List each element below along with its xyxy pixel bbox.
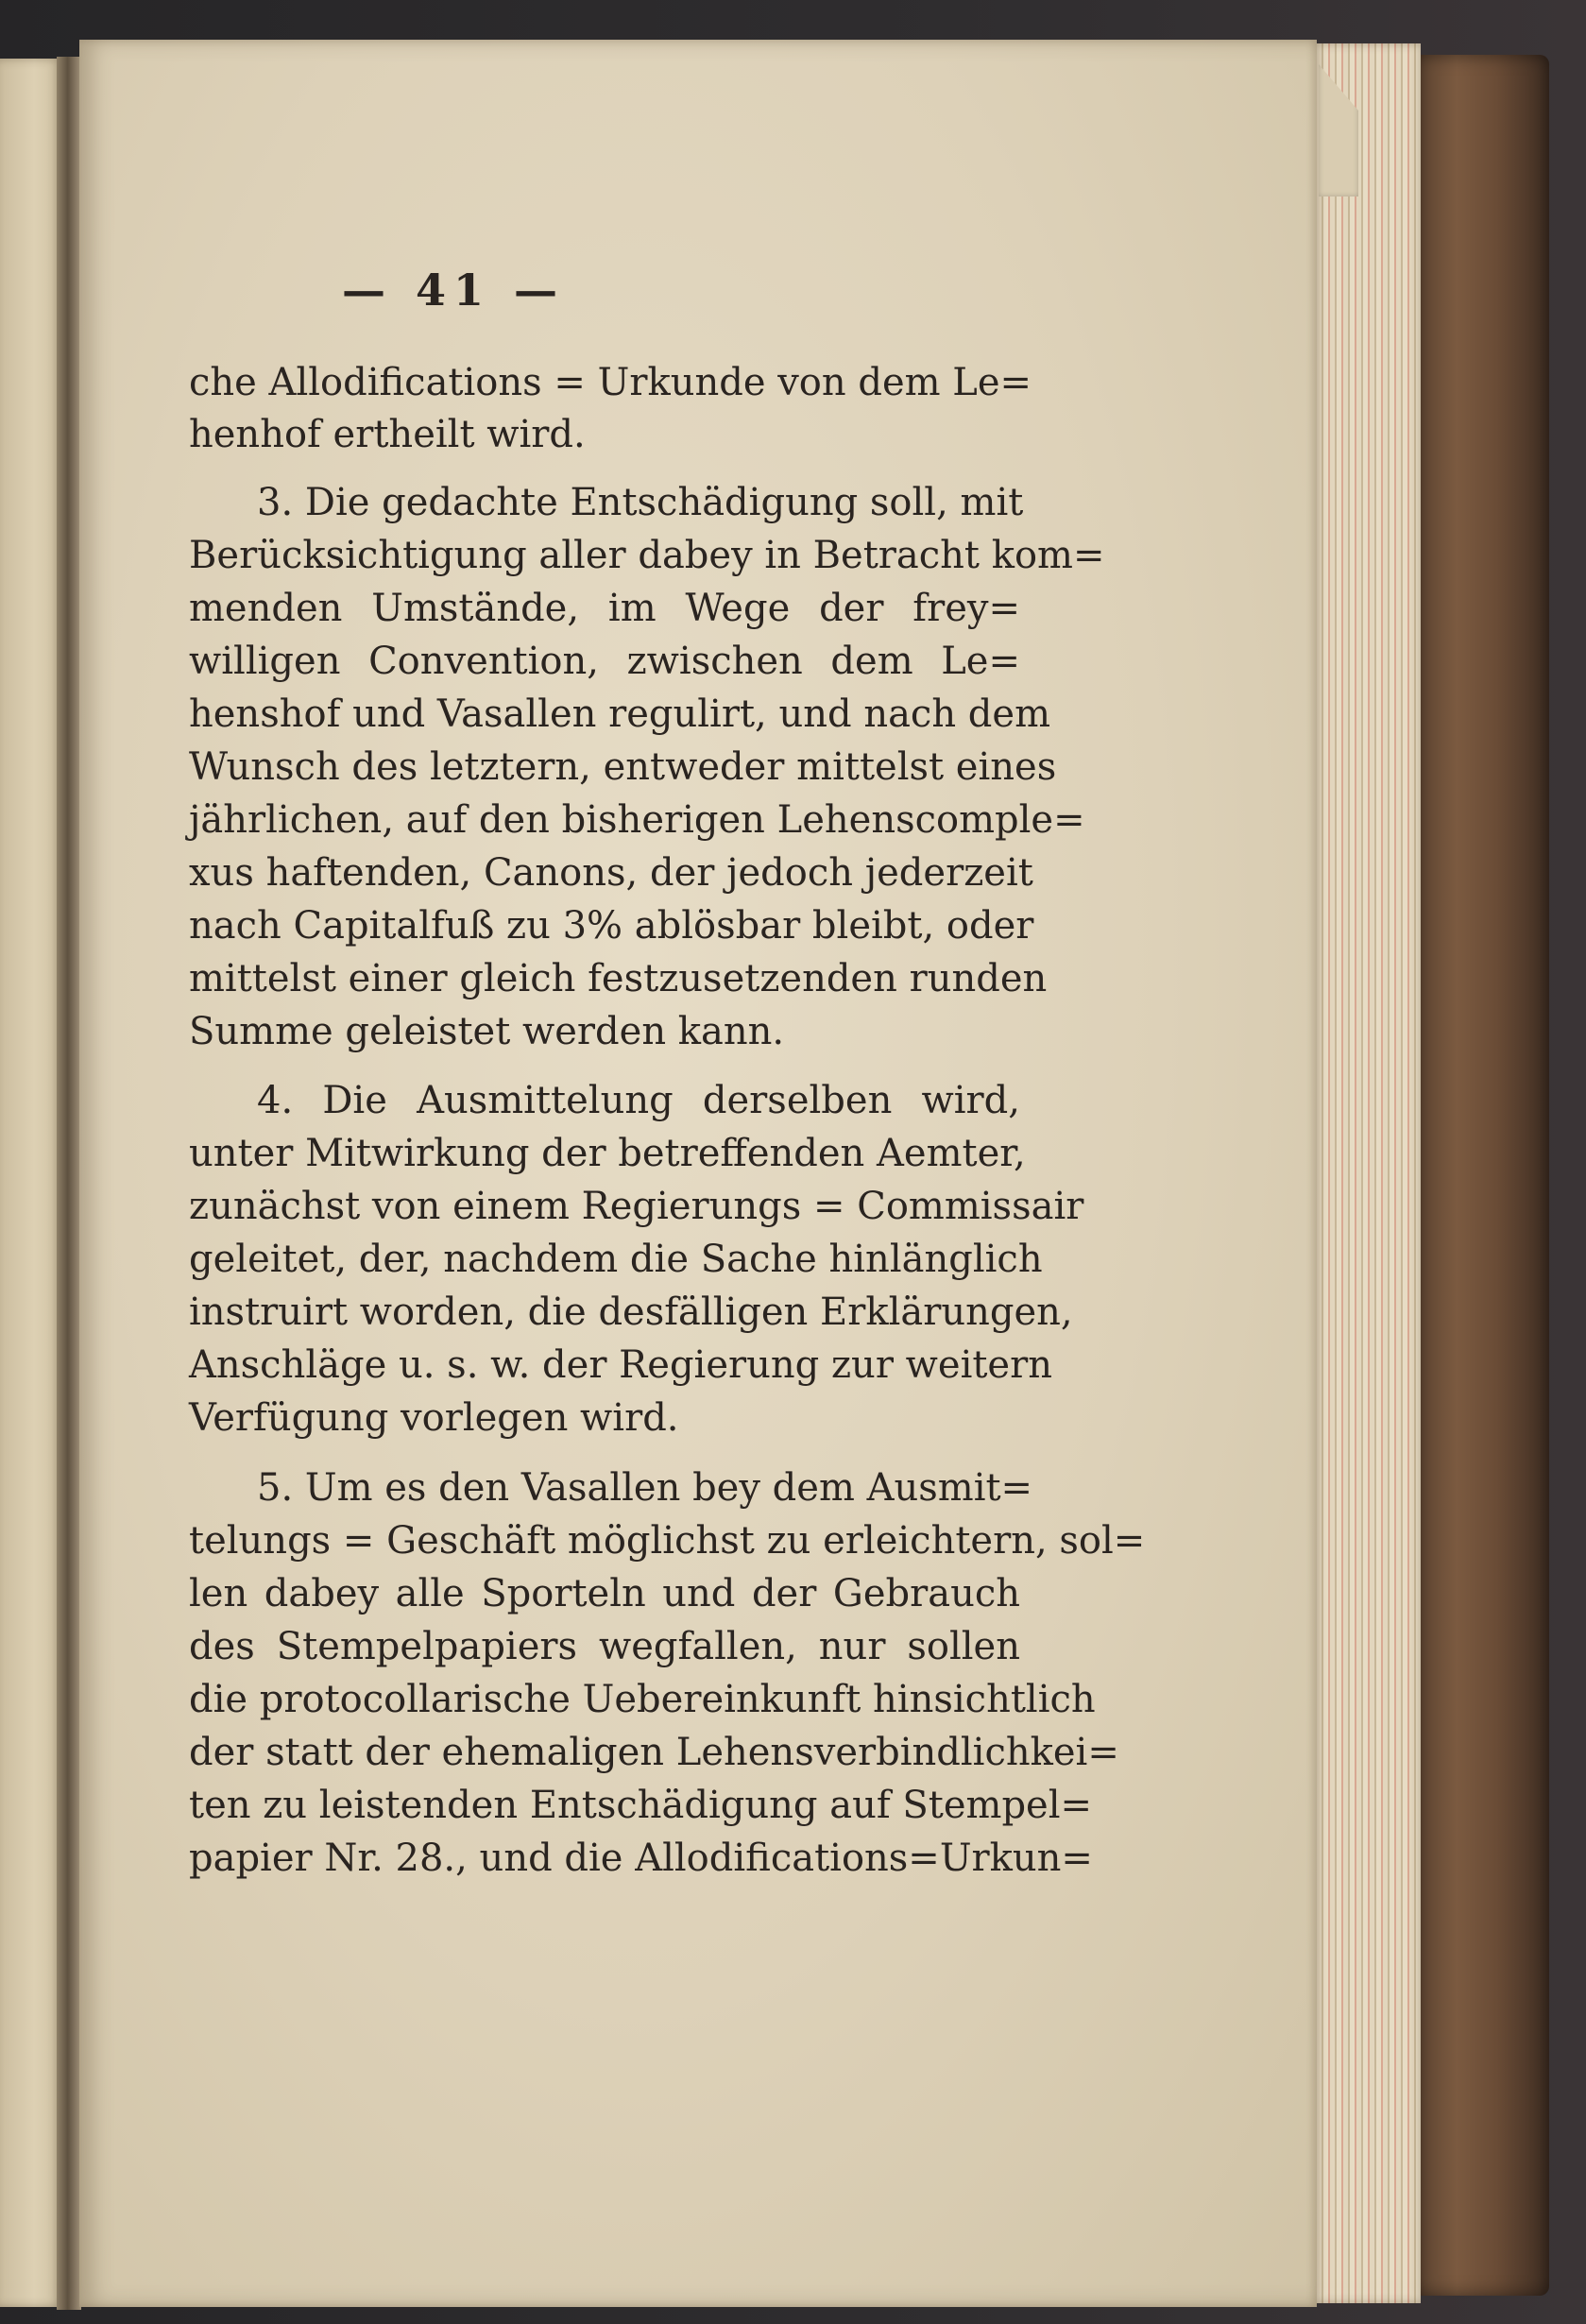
text-line: henhof ertheilt wird. xyxy=(189,413,586,456)
left-page-edge xyxy=(0,59,62,2307)
text-line: henshof und Vasallen regulirt, und nach dem xyxy=(189,692,1051,736)
book-cover xyxy=(1417,55,1549,2296)
text-line: 3. Die gedachte Entschädigung soll, mit xyxy=(257,481,1024,524)
text-line: Berücksichtigung aller dabey in Betracht kom= xyxy=(189,534,1105,577)
text-line: nach Capitalfuß zu 3% ablösbar bleibt, oder xyxy=(189,904,1034,948)
text-line: papier Nr. 28., und die Allodifications=Urkun= xyxy=(189,1837,1093,1880)
text-line: menden Umstände, im Wege der frey= xyxy=(189,587,1020,630)
book-gutter xyxy=(57,57,81,2310)
text-line: Verfügung vorlegen wird. xyxy=(189,1396,679,1440)
text-line: xus haftenden, Canons, der jedoch jederzeit xyxy=(189,851,1033,895)
text-line: Anschläge u. s. w. der Regierung zur weitern xyxy=(189,1343,1052,1387)
text-line: die protocollarische Uebereinkunft hinsichtlich xyxy=(189,1678,1096,1721)
text-line: Summe geleistet werden kann. xyxy=(189,1010,785,1053)
text-line: der statt der ehemaligen Lehensverbindlichkei= xyxy=(189,1731,1119,1774)
text-line: unter Mitwirkung der betreffenden Aemter, xyxy=(189,1132,1026,1175)
page-number-header: — 41 — xyxy=(341,265,566,316)
text-line: che Allodifications = Urkunde von dem Le= xyxy=(189,361,1032,404)
text-line: len dabey alle Sporteln und der Gebrauch xyxy=(189,1572,1020,1615)
text-line: ten zu leistenden Entschädigung auf Stempel= xyxy=(189,1784,1093,1827)
text-line: 5. Um es den Vasallen bey dem Ausmit= xyxy=(257,1466,1033,1510)
text-line: telungs = Geschäft möglichst zu erleichtern, sol= xyxy=(189,1519,1146,1563)
text-line: Wunsch des letztern, entweder mittelst eines xyxy=(189,745,1057,789)
text-line: mittelst einer gleich festzusetzenden runden xyxy=(189,957,1048,1000)
text-line: willigen Convention, zwischen dem Le= xyxy=(189,640,1020,683)
text-line: jährlichen, auf den bisherigen Lehenscomple= xyxy=(189,798,1085,842)
text-line: zunächst von einem Regierungs = Commissair xyxy=(189,1185,1084,1228)
page-block-edges xyxy=(1317,43,1421,2303)
text-line: 4. Die Ausmittelung derselben wird, xyxy=(257,1079,1020,1122)
text-line: des Stempelpapiers wegfallen, nur sollen xyxy=(189,1625,1020,1668)
text-line: geleitet, der, nachdem die Sache hinlänglich xyxy=(189,1238,1043,1281)
text-line: instruirt worden, die desfälligen Erklärungen, xyxy=(189,1290,1073,1334)
